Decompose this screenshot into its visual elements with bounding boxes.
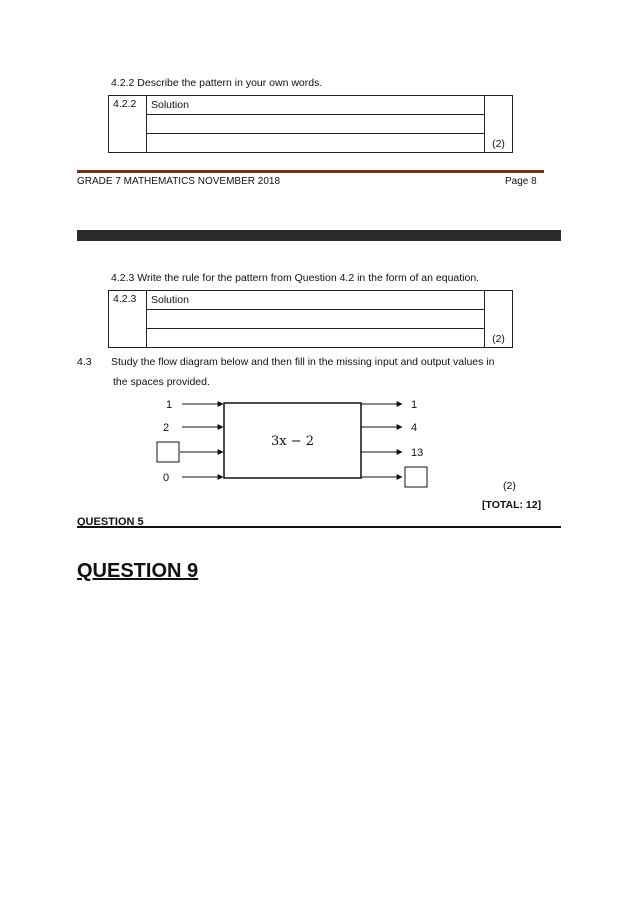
solution-number: 4.2.2 xyxy=(109,96,147,153)
solution-label: Solution xyxy=(147,96,485,115)
question-9-heading: QUESTION 9 xyxy=(77,560,199,582)
footer-page-number: Page 8 xyxy=(505,176,537,187)
total-marks: [TOTAL: 12] xyxy=(482,499,542,511)
output-value: 4 xyxy=(411,422,418,434)
marks-cell: (2) xyxy=(485,291,513,348)
input-value: 1 xyxy=(166,399,173,411)
clipped-question-heading: QUESTION 5 xyxy=(77,516,144,526)
footer-left: GRADE 7 MATHEMATICS NOVEMBER 2018 xyxy=(77,176,281,187)
input-value: 2 xyxy=(163,422,170,434)
question-4-3-line-1: Study the flow diagram below and then fill in the missing input and output values in xyxy=(111,356,495,368)
section-rule xyxy=(77,526,561,528)
output-value: 13 xyxy=(411,447,424,459)
rule-expression: 3x − 2 xyxy=(271,434,315,449)
marks-cell: (2) xyxy=(485,96,513,153)
solution-label: Solution xyxy=(147,291,485,310)
missing-output-box[interactable] xyxy=(405,467,427,487)
question-4-3-line-2: the spaces provided. xyxy=(113,376,210,388)
question-4-3-number: 4.3 xyxy=(77,356,92,368)
question-4-2-3-prompt: 4.2.3 Write the rule for the pattern from Question 4.2 in the form of an equation. xyxy=(111,272,480,284)
question-4-2-2-prompt: 4.2.2 Describe the pattern in your own words. xyxy=(111,77,323,89)
solution-number: 4.2.3 xyxy=(109,291,147,348)
missing-input-box[interactable] xyxy=(157,442,179,462)
clipped-heading-wrapper xyxy=(77,513,561,526)
output-value: 1 xyxy=(411,399,418,411)
input-value: 0 xyxy=(163,472,170,484)
question-4-3-marks: (2) xyxy=(503,480,516,492)
